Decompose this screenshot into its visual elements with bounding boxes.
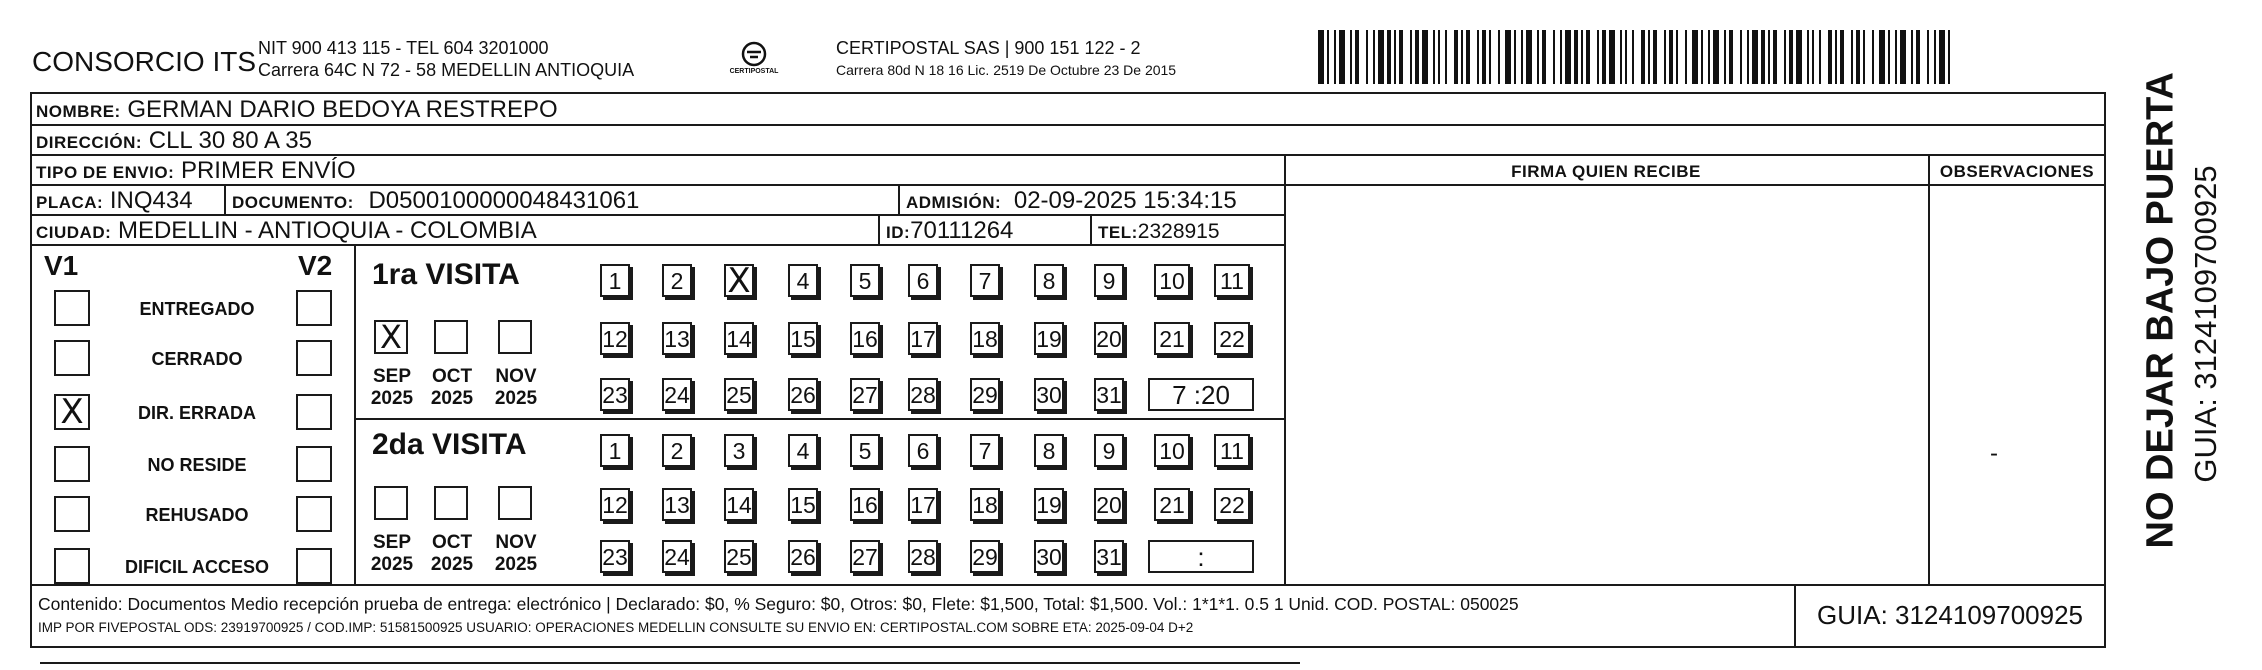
- visit1-month-checkbox[interactable]: [434, 320, 468, 354]
- v2-checkbox[interactable]: [296, 394, 332, 430]
- tipo-row: [36, 159, 356, 183]
- visit2-month-year: 2025: [370, 554, 414, 575]
- visit2-day-cell[interactable]: 1: [600, 434, 630, 467]
- barcode-bar: [1454, 30, 1458, 84]
- barcode-bar: [1835, 30, 1837, 84]
- barcode-bar: [1939, 30, 1945, 84]
- visit2-day-cell[interactable]: 19: [1034, 488, 1064, 521]
- barcode-bar: [1438, 30, 1440, 84]
- barcode-bar: [1729, 30, 1733, 84]
- visit1-month-year: 2025: [494, 388, 538, 409]
- barcode-bar: [1482, 30, 1486, 84]
- v1-checkbox[interactable]: [54, 548, 90, 584]
- barcode-bar: [1542, 30, 1546, 84]
- barcode-bar: [1819, 30, 1821, 84]
- nombre-label: NOMBRE:: [36, 102, 121, 121]
- certipostal-line: CERTIPOSTAL SAS | 900 151 122 - 2: [836, 38, 1141, 58]
- visit1-day-cell[interactable]: 22: [1214, 322, 1250, 355]
- visit1-day-cell[interactable]: 30: [1034, 378, 1064, 411]
- barcode-bar: [1664, 30, 1666, 84]
- barcode-bar: [1565, 30, 1571, 84]
- imp-line: IMP POR FIVEPOSTAL ODS: 23919700925 / COD.IMP: 51581500925 USUARIO: OPERACIONES MEDELLIN CONSULTE SU ENVIO EN: CERTIPOSTAL.COM SOBRE ETA: 2025-09-04 D+2: [38, 620, 1194, 635]
- nit-line: NIT 900 413 115 - TEL 604 3201000: [258, 38, 549, 58]
- barcode-bar: [1911, 30, 1913, 84]
- visit1-title: 1ra VISITA: [372, 258, 520, 291]
- barcode-bar: [1586, 30, 1590, 84]
- side-notice: [2116, 72, 2223, 570]
- barcode-bar: [1387, 30, 1391, 84]
- visit1-day-cell[interactable]: 13: [662, 322, 692, 355]
- visit2-day-cell[interactable]: 9: [1094, 434, 1124, 467]
- visit2-day-cell[interactable]: 17: [908, 488, 938, 521]
- visit1-day-cell[interactable]: 14: [724, 322, 754, 355]
- visit2-month-year: 2025: [494, 554, 538, 575]
- company-name: CONSORCIO ITS: [32, 46, 257, 77]
- barcode-bar: [1752, 30, 1758, 84]
- barcode-bar: [1740, 30, 1742, 84]
- visit2-day-cell[interactable]: 20: [1094, 488, 1124, 521]
- v2-checkbox[interactable]: [296, 548, 332, 584]
- barcode-bar: [1477, 30, 1479, 84]
- barcode-bar: [1445, 30, 1447, 84]
- barcode-bar: [1863, 30, 1865, 84]
- visit1-day-cell[interactable]: 27: [850, 378, 880, 411]
- visit2-time-box[interactable]: :: [1148, 540, 1254, 573]
- barcode-bar: [1422, 30, 1428, 84]
- visit1-day-cell[interactable]: 1: [600, 264, 630, 297]
- visit2-day-cell[interactable]: 8: [1034, 434, 1064, 467]
- direccion-row: [36, 129, 312, 153]
- license-line: Carrera 80d N 18 16 Lic. 2519 De Octubre 23 De 2015: [836, 62, 1177, 78]
- observations-mark: -: [1990, 440, 1998, 467]
- visit1-day-cell[interactable]: 15: [788, 322, 818, 355]
- visit2-month-checkbox[interactable]: [498, 486, 532, 520]
- visit1-day-cell[interactable]: 5: [850, 264, 880, 297]
- visit1-day-cell[interactable]: 20: [1094, 322, 1124, 355]
- visit1-day-cell[interactable]: 28: [908, 378, 938, 411]
- barcode-bar: [1514, 30, 1516, 84]
- visit1-day-cell[interactable]: 9: [1094, 264, 1124, 297]
- visit1-day-cell[interactable]: 7: [970, 264, 1000, 297]
- barcode-bar: [1895, 30, 1897, 84]
- id-value: 70111264: [910, 217, 1014, 244]
- tel-cell: [1098, 219, 1220, 243]
- visit1-day-cell[interactable]: 4: [788, 264, 818, 297]
- visit2-month-checkbox[interactable]: [374, 486, 408, 520]
- barcode-bar: [1773, 30, 1777, 84]
- barcode-bar: [1602, 30, 1606, 84]
- barcode-bar: [1498, 30, 1500, 84]
- barcode-bar: [1676, 30, 1678, 84]
- visit1-month-name: OCT: [431, 366, 473, 387]
- visit2-day-cell[interactable]: 13: [662, 488, 692, 521]
- barcode-bar: [1597, 30, 1599, 84]
- barcode-bar: [1653, 30, 1657, 84]
- visit2-day-cell[interactable]: 23: [600, 540, 630, 573]
- visit2-day-cell[interactable]: 21: [1154, 488, 1190, 521]
- barcode-bar: [1900, 30, 1906, 84]
- barcode-bar: [1796, 30, 1802, 84]
- barcode-bar: [1318, 30, 1324, 84]
- visit1-day-cell[interactable]: 16: [850, 322, 880, 355]
- status-label: DIFICIL ACCESO: [124, 557, 269, 577]
- status-label: NO RESIDE: [147, 455, 247, 475]
- barcode-bar: [1641, 30, 1645, 84]
- barcode-bar: [1648, 30, 1650, 84]
- v2-label: V2: [298, 250, 333, 281]
- visit1-day-cell[interactable]: 17: [908, 322, 938, 355]
- visit2-day-cell[interactable]: 14: [724, 488, 754, 521]
- visit2-day-cell[interactable]: 5: [850, 434, 880, 467]
- barcode-bar: [1327, 30, 1329, 84]
- tipo-label: TIPO DE ENVIO:: [36, 163, 175, 182]
- documento-label: DOCUMENTO:: [232, 193, 354, 212]
- barcode-bar: [1399, 30, 1403, 84]
- visit2-day-cell[interactable]: 28: [908, 540, 938, 573]
- visit1-month-checkbox[interactable]: [498, 320, 532, 354]
- visit2-day-cell[interactable]: 22: [1214, 488, 1250, 521]
- nombre-row: [36, 98, 558, 122]
- barcode: [1318, 30, 1950, 84]
- status-label: CERRADO: [151, 349, 243, 369]
- documento-value: D0500100000048431061: [368, 187, 640, 214]
- ciudad-value: MEDELLIN - ANTIOQUIA - COLOMBIA: [117, 217, 537, 244]
- barcode-bar: [1373, 30, 1375, 84]
- barcode-bar: [1433, 30, 1435, 84]
- barcode-bar: [1713, 30, 1719, 84]
- barcode-bar: [1701, 30, 1703, 84]
- placa-value: INQ434: [109, 187, 193, 214]
- v2-checkbox[interactable]: [296, 496, 332, 532]
- visit1-day-cell[interactable]: 11: [1214, 264, 1250, 297]
- barcode-bar: [1879, 30, 1885, 84]
- visit2-day-cell[interactable]: 16: [850, 488, 880, 521]
- barcode-bar: [1415, 30, 1419, 84]
- placa-label: PLACA:: [36, 193, 104, 212]
- ciudad-label: CIUDAD:: [36, 223, 112, 242]
- barcode-bar: [1574, 30, 1578, 84]
- visit2-day-cell[interactable]: 18: [970, 488, 1000, 521]
- visit2-month-name: SEP: [372, 532, 412, 553]
- visit2-day-cell[interactable]: 11: [1214, 434, 1250, 467]
- status-label: ENTREGADO: [139, 299, 255, 319]
- visit2-day-cell[interactable]: 15: [788, 488, 818, 521]
- admision-value: 02-09-2025 15:34:15: [1013, 187, 1237, 214]
- direccion-label: DIRECCIÓN:: [36, 133, 143, 152]
- visit1-day-cell[interactable]: X: [724, 264, 754, 297]
- logo-text: CERTIPOSTAL: [729, 68, 779, 75]
- observations-area[interactable]: [1930, 186, 2104, 584]
- firma-header: FIRMA QUIEN RECIBE: [1511, 162, 1701, 181]
- status-label: REHUSADO: [145, 505, 249, 525]
- barcode-bar: [1355, 30, 1359, 84]
- visit1-day-cell[interactable]: 23: [600, 378, 630, 411]
- side-guia-text: GUIA: 3124109700925: [2188, 165, 2223, 483]
- v2-checkbox[interactable]: [296, 290, 332, 326]
- visit2-day-cell[interactable]: 6: [908, 434, 938, 467]
- visit2-day-cell[interactable]: 10: [1154, 434, 1190, 467]
- bottom-rule: [40, 662, 1300, 664]
- barcode-bar: [1620, 30, 1622, 84]
- visit1-month-checkbox[interactable]: X: [374, 320, 408, 354]
- v2-checkbox[interactable]: [296, 340, 332, 376]
- barcode-bar: [1840, 30, 1844, 84]
- no-dejar-text: NO DEJAR BAJO PUERTA: [2139, 72, 2182, 549]
- barcode-bar: [1521, 30, 1523, 84]
- barcode-bar: [1934, 30, 1936, 84]
- nombre-value: GERMAN DARIO BEDOYA RESTREPO: [127, 96, 558, 123]
- visit2-month-year: 2025: [430, 554, 474, 575]
- footer-guia: GUIA: 3124109700925: [1817, 600, 2083, 630]
- barcode-bar: [1812, 30, 1814, 84]
- visit2-month-name: OCT: [431, 532, 473, 553]
- address-line: Carrera 64C N 72 - 58 MEDELLIN ANTIOQUIA: [258, 60, 635, 80]
- visit2-day-cell[interactable]: 29: [970, 540, 1000, 573]
- barcode-bar: [1350, 30, 1352, 84]
- v1-checkbox[interactable]: [54, 290, 90, 326]
- barcode-bar: [1537, 30, 1539, 84]
- visit2-day-cell[interactable]: 27: [850, 540, 880, 573]
- v1-checkbox[interactable]: [54, 340, 90, 376]
- id-label: ID:: [886, 223, 911, 242]
- visit1-day-cell[interactable]: 10: [1154, 264, 1190, 297]
- barcode-bar: [1724, 30, 1726, 84]
- barcode-bar: [1761, 30, 1765, 84]
- v1-checkbox[interactable]: [54, 496, 90, 532]
- documento-cell: [232, 189, 639, 213]
- barcode-bar: [1807, 30, 1809, 84]
- visit2-day-cell[interactable]: 30: [1034, 540, 1064, 573]
- visit2-day-cell[interactable]: 26: [788, 540, 818, 573]
- barcode-bar: [1784, 30, 1786, 84]
- v2-checkbox[interactable]: [296, 446, 332, 482]
- barcode-bar: [1378, 30, 1384, 84]
- barcode-bar: [1505, 30, 1511, 84]
- barcode-bar: [1609, 30, 1615, 84]
- visit1-day-cell[interactable]: 29: [970, 378, 1000, 411]
- tipo-value: PRIMER ENVÍO: [180, 157, 356, 184]
- visit1-month-name: NOV: [495, 366, 537, 387]
- visit1-day-cell[interactable]: 18: [970, 322, 1000, 355]
- contenido-line: Contenido: Documentos Medio recepción prueba de entrega: electrónico | Declarado: $0, % Seguro: $0, Otros: $0, Flete: $1,500, Total: $1,500. Vol.: 1*1*1. 0.5 1 Unid. COD. POSTAL: 050025: [38, 594, 1519, 614]
- barcode-bar: [1632, 30, 1634, 84]
- visit1-day-cell[interactable]: 26: [788, 378, 818, 411]
- visit2-day-cell[interactable]: 7: [970, 434, 1000, 467]
- visit2-day-cell[interactable]: 4: [788, 434, 818, 467]
- admision-cell: [906, 189, 1237, 213]
- barcode-bar: [1916, 30, 1920, 84]
- visit1-month-year: 2025: [370, 388, 414, 409]
- visit2-day-cell[interactable]: 24: [662, 540, 692, 573]
- visit1-month-name: SEP: [372, 366, 412, 387]
- barcode-bar: [1872, 30, 1874, 84]
- observaciones-header: OBSERVACIONES: [1939, 162, 2095, 181]
- barcode-bar: [1339, 30, 1345, 84]
- barcode-bar: [1789, 30, 1793, 84]
- visit2-day-cell[interactable]: 12: [600, 488, 630, 521]
- visit2-day-cell[interactable]: 25: [724, 540, 754, 573]
- v1-checkbox[interactable]: X: [54, 394, 90, 430]
- barcode-bar: [1461, 30, 1463, 84]
- barcode-bar: [1366, 30, 1368, 84]
- visit1-day-cell[interactable]: 25: [724, 378, 754, 411]
- id-cell: [886, 219, 1013, 243]
- status-label: DIR. ERRADA: [137, 403, 256, 423]
- barcode-bar: [1560, 30, 1562, 84]
- visit1-day-cell[interactable]: 24: [662, 378, 692, 411]
- barcode-bar: [1851, 30, 1853, 84]
- v1-checkbox[interactable]: [54, 446, 90, 482]
- visit1-day-cell[interactable]: 8: [1034, 264, 1064, 297]
- barcode-bar: [1828, 30, 1832, 84]
- direccion-value: CLL 30 80 A 35: [148, 127, 312, 154]
- visit2-title: 2da VISITA: [372, 428, 527, 461]
- barcode-bar: [1466, 30, 1470, 84]
- visit1-day-cell[interactable]: 19: [1034, 322, 1064, 355]
- visit1-day-cell[interactable]: 31: [1094, 378, 1124, 411]
- barcode-bar: [1489, 30, 1491, 84]
- tel-value: 2328915: [1137, 220, 1220, 243]
- barcode-bar: [1768, 30, 1770, 84]
- barcode-bar: [1856, 30, 1860, 84]
- barcode-bar: [1927, 30, 1929, 84]
- barcode-bar: [1708, 30, 1710, 84]
- ciudad-cell: [36, 219, 537, 243]
- barcode-bar: [1410, 30, 1412, 84]
- barcode-bar: [1948, 30, 1950, 84]
- certipostal-logo: [730, 38, 778, 86]
- barcode-bar: [1553, 30, 1555, 84]
- visit2-month-checkbox[interactable]: [434, 486, 468, 520]
- visit2-day-cell[interactable]: 2: [662, 434, 692, 467]
- barcode-bar: [1581, 30, 1583, 84]
- barcode-bar: [1526, 30, 1532, 84]
- visit1-day-cell[interactable]: 12: [600, 322, 630, 355]
- v1-label: V1: [44, 250, 79, 281]
- barcode-bar: [1692, 30, 1698, 84]
- barcode-bar: [1747, 30, 1749, 84]
- visit2-month-name: NOV: [495, 532, 537, 553]
- barcode-bar: [1334, 30, 1336, 84]
- visit1-day-cell[interactable]: 21: [1154, 322, 1190, 355]
- visit2-day-cell[interactable]: 3: [724, 434, 754, 467]
- barcode-bar: [1888, 30, 1890, 84]
- placa-cell: [36, 189, 193, 213]
- admision-label: ADMISIÓN:: [906, 193, 1002, 212]
- barcode-bar: [1685, 30, 1687, 84]
- barcode-bar: [1669, 30, 1673, 84]
- tel-label: TEL:: [1098, 223, 1138, 242]
- visit2-day-cell[interactable]: 31: [1094, 540, 1124, 573]
- signature-area[interactable]: [1284, 186, 1928, 584]
- visit1-day-cell[interactable]: 6: [908, 264, 938, 297]
- visit1-time-box[interactable]: 7 :20: [1148, 378, 1254, 411]
- barcode-bar: [1625, 30, 1627, 84]
- barcode-bar: [1394, 30, 1396, 84]
- visit1-month-year: 2025: [430, 388, 474, 409]
- visit1-day-cell[interactable]: 2: [662, 264, 692, 297]
